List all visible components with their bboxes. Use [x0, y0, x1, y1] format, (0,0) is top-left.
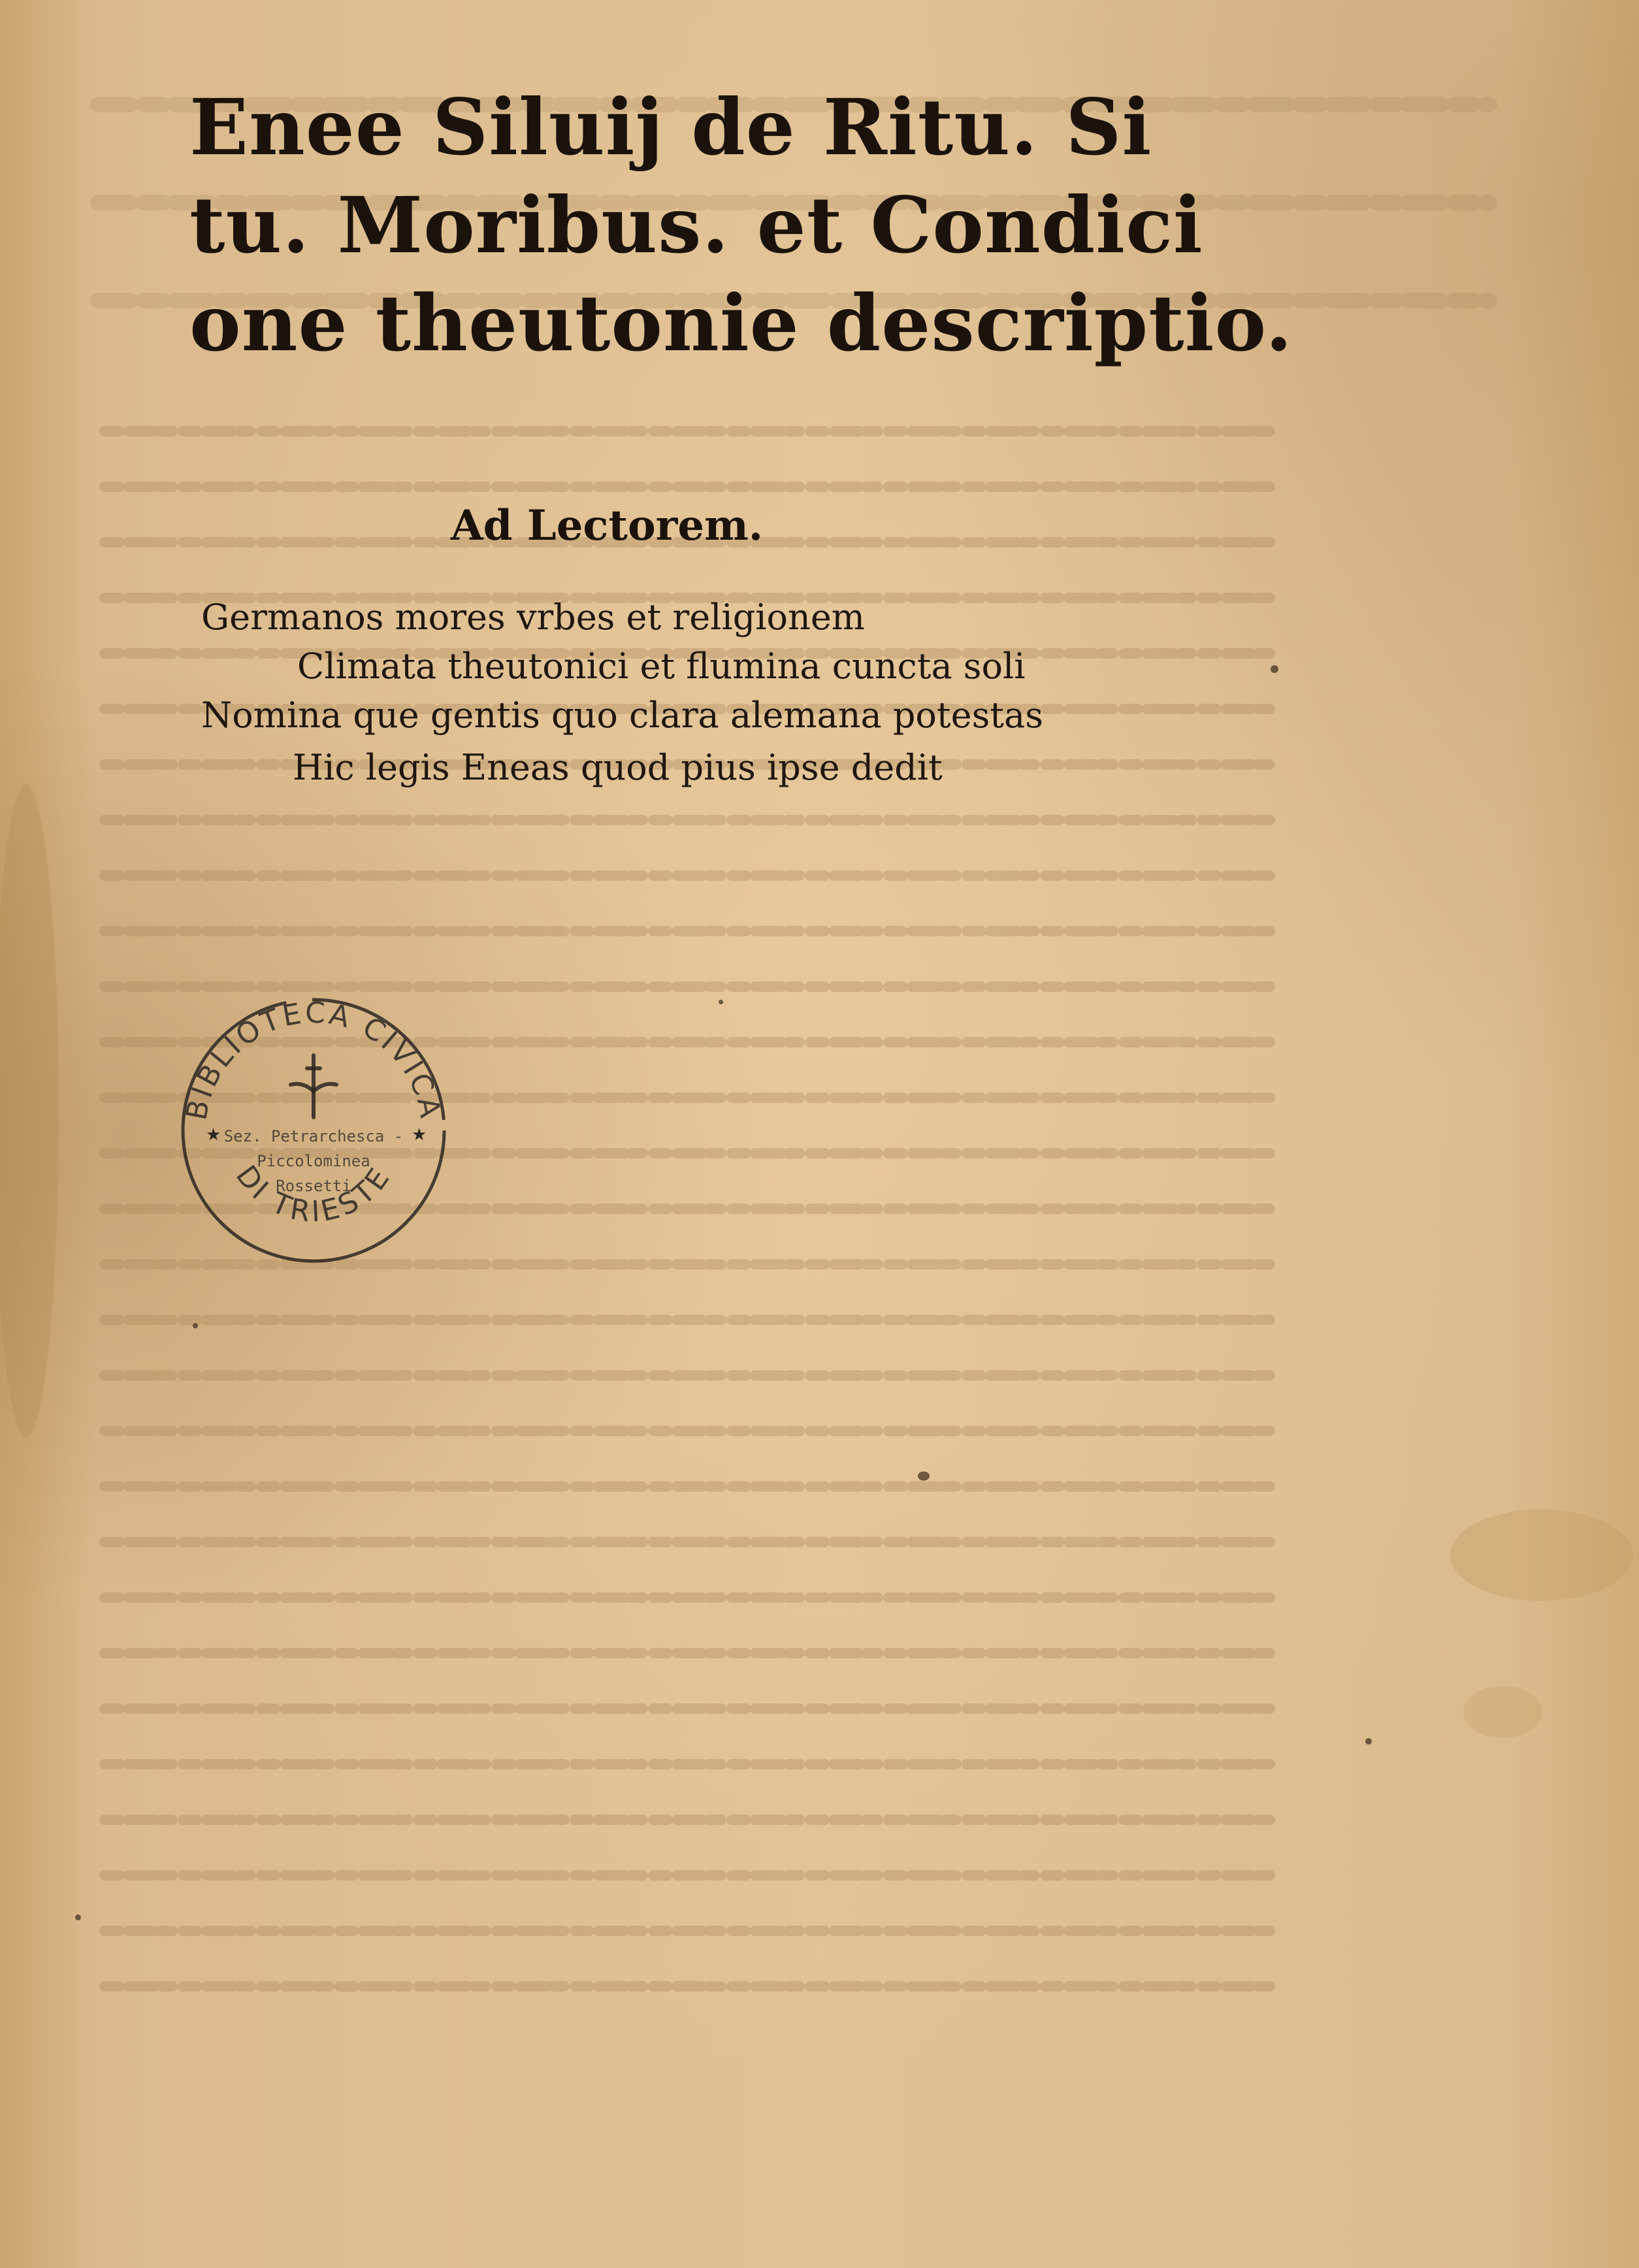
debris-speck — [719, 1000, 723, 1004]
stamp-inner-line: Sez. Petrarchesca - — [223, 1127, 404, 1145]
debris-speck — [1271, 665, 1278, 673]
verse-line: Climata theutonici et flumina cuncta soli — [297, 646, 1026, 687]
verse-line: Nomina que gentis quo clara alemana potestas — [201, 695, 1043, 736]
stamp-top-text: BIBLIOTECA CIVICA — [180, 996, 447, 1123]
halberd-emblem-icon — [291, 1055, 336, 1117]
verse-line: Germanos mores vrbes et religionem — [201, 597, 865, 638]
debris-speck — [1365, 1738, 1372, 1745]
stamp-bottom-text: DI TRIESTE — [229, 1159, 398, 1230]
title-line: Enee Siluij de Ritu. Si — [189, 82, 1152, 173]
stamp-inner-line: Piccolominea — [257, 1152, 370, 1170]
title-line: one theutonie descriptio. — [189, 278, 1293, 369]
book-title — [189, 78, 1293, 372]
verse-line: Hic legis Eneas quod pius ipse dedit — [293, 747, 943, 788]
debris-speck — [75, 1915, 81, 1920]
stamp-inner-line: Rossetti — [276, 1177, 351, 1195]
stamp-star-icon: ★ — [412, 1125, 427, 1145]
debris-speck — [918, 1471, 930, 1481]
address-to-reader-heading: Ad Lectorem. — [451, 501, 764, 550]
stamp-star-icon: ★ — [206, 1125, 221, 1145]
library-stamp — [160, 977, 467, 1284]
title-line: tu. Moribus. et Condici — [189, 180, 1203, 271]
debris-speck — [193, 1323, 198, 1328]
